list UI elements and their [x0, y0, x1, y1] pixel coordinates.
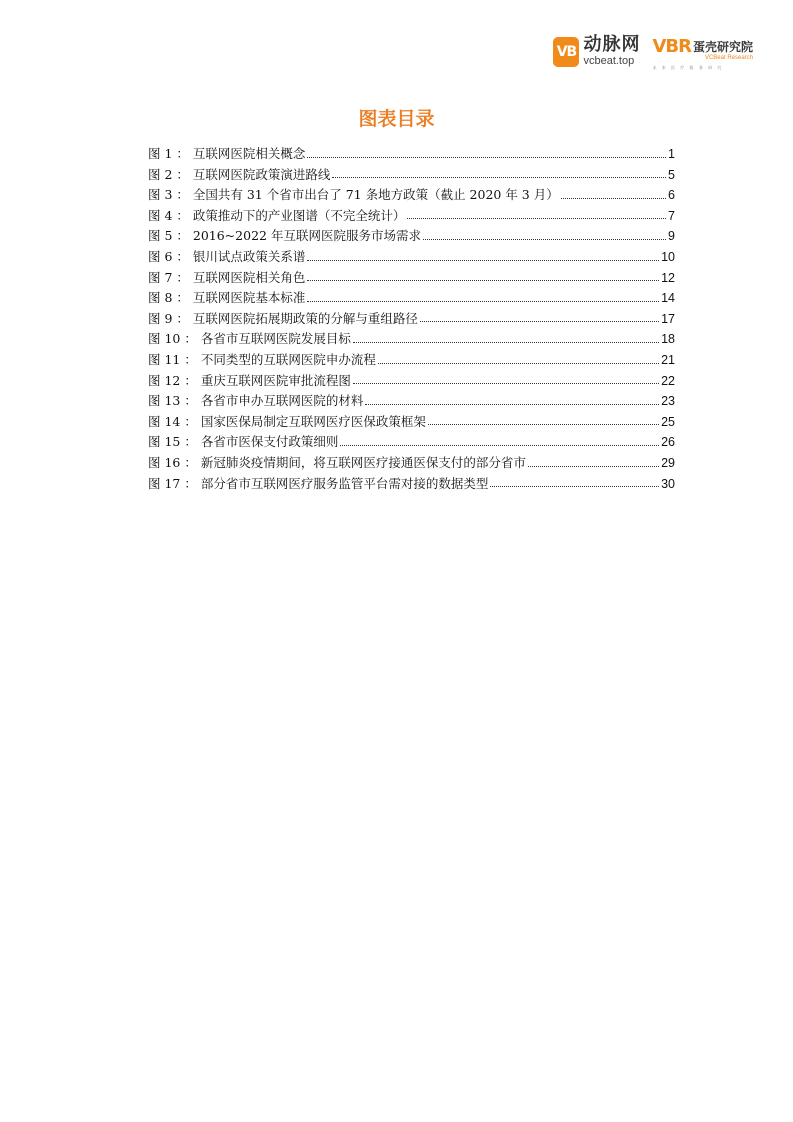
toc-entry-label[interactable]: 图 16 ： 新冠肺炎疫情期间，将互联网医疗接通医保支付的部分省市	[148, 455, 526, 470]
toc-entry-page[interactable]: 6	[668, 188, 675, 203]
toc-entry-page[interactable]: 14	[661, 291, 675, 306]
dot-leader	[353, 342, 659, 343]
dot-leader	[307, 280, 659, 281]
toc-entry-page[interactable]: 29	[661, 456, 675, 470]
dot-leader	[365, 404, 659, 405]
vcbeat-logo	[553, 36, 640, 67]
dot-leader	[353, 383, 659, 384]
dot-leader	[490, 486, 659, 487]
toc-entry-label[interactable]: 图 4 ： 政策推动下的产业图谱（不完全统计）	[148, 207, 406, 223]
dot-leader	[561, 198, 666, 199]
toc-entry-page[interactable]: 10	[661, 250, 675, 265]
toc-entry-label[interactable]: 图 3 ： 全国共有 31 个省市出台了 71 条地方政策（截止 2020 年 3 月）	[148, 187, 559, 203]
vb-logo-icon: VB	[553, 37, 579, 67]
toc-entry-label[interactable]: 图 9 ： 互联网医院拓展期政策的分解与重组路径	[148, 310, 418, 326]
dot-leader	[428, 424, 659, 425]
toc-entry-label[interactable]: 图 11 ： 不同类型的互联网医院申办流程	[148, 352, 376, 368]
toc-entry[interactable]	[148, 140, 675, 161]
toc-entry-page[interactable]: 9	[668, 229, 675, 244]
brand-url: vcbeat.top	[583, 55, 635, 67]
toc-entry[interactable]	[148, 367, 675, 388]
toc-entry-page[interactable]: 18	[661, 332, 675, 347]
toc-entry-page[interactable]: 21	[661, 353, 675, 368]
toc-entry[interactable]	[148, 408, 675, 429]
toc-title: 图表目录	[358, 108, 435, 130]
toc-entry[interactable]	[148, 387, 675, 408]
toc-entry-page[interactable]: 5	[668, 167, 675, 182]
toc-entry[interactable]	[148, 305, 675, 326]
toc-entry-page[interactable]: 17	[661, 311, 675, 326]
brand-name: 动脉网	[583, 34, 641, 55]
toc-entry-page[interactable]: 1	[668, 147, 675, 162]
toc-entry[interactable]	[148, 346, 675, 367]
toc-entry-label[interactable]: 图 5 ： 2016~2022 年互联网医院服务市场需求	[148, 228, 421, 244]
dot-leader	[340, 445, 659, 446]
research-english-name: VCBeat Research	[704, 55, 753, 61]
toc-entry-label[interactable]: 图 15 ： 各省市医保支付政策细则	[148, 434, 339, 450]
toc-entry-page[interactable]: 30	[661, 476, 675, 491]
toc-entry[interactable]	[148, 161, 675, 182]
toc-entry-label[interactable]: 图 6 ： 银川试点政策关系谱	[148, 249, 306, 265]
toc-entry[interactable]	[148, 181, 675, 202]
dot-leader	[307, 157, 666, 158]
dot-leader	[307, 301, 659, 302]
header-logos	[553, 36, 753, 70]
toc-entry-page[interactable]: 7	[668, 208, 675, 223]
research-tagline: 未 来 医 疗 服 务 研 究	[652, 65, 724, 70]
toc-entry-page[interactable]: 26	[661, 435, 675, 450]
toc-entry-label[interactable]: 图 7 ： 互联网医院相关角色	[148, 269, 306, 285]
dot-leader	[420, 321, 659, 322]
research-name: 蛋壳研究院	[692, 40, 753, 54]
toc-entry[interactable]	[148, 222, 675, 243]
toc-entry[interactable]	[148, 470, 675, 491]
toc-entry-label[interactable]: 图 17 ： 部分省市互联网医疗服务监管平台需对接的数据类型	[148, 475, 489, 491]
toc-entry[interactable]	[148, 325, 675, 346]
dot-leader	[407, 218, 666, 219]
toc-entry-page[interactable]: 22	[661, 373, 675, 388]
toc-entry-label[interactable]: 图 2 ： 互联网医院政策演进路线	[148, 166, 331, 182]
toc-entry[interactable]	[148, 264, 675, 285]
toc-entry-label[interactable]: 图 13 ： 各省市申办互联网医院的材料	[148, 393, 364, 409]
toc-entry-label[interactable]: 图 14 ： 国家医保局制定互联网医疗医保政策框架	[148, 413, 426, 429]
toc-entry[interactable]	[148, 449, 675, 470]
toc-entry-page[interactable]: 25	[661, 414, 675, 429]
toc-entry[interactable]	[148, 428, 675, 449]
dot-leader	[528, 466, 659, 467]
toc-entry[interactable]	[148, 202, 675, 223]
toc-entry-label[interactable]: 图 10 ： 各省市互联网医院发展目标	[148, 331, 351, 347]
dot-leader	[423, 239, 666, 240]
vcbeat-research-logo	[652, 36, 753, 71]
toc-entry-label[interactable]: 图 8 ： 互联网医院基本标准	[148, 290, 306, 306]
dot-leader	[307, 260, 659, 261]
figure-list	[148, 140, 675, 490]
toc-entry-page[interactable]: 12	[661, 270, 675, 285]
toc-entry-label[interactable]: 图 1 ： 互联网医院相关概念	[148, 146, 306, 162]
dot-leader	[332, 177, 666, 178]
dot-leader	[378, 363, 659, 364]
toc-entry-page[interactable]: 23	[661, 394, 675, 409]
toc-entry-label[interactable]: 图 12 ： 重庆互联网医院审批流程图	[148, 372, 351, 388]
toc-entry[interactable]	[148, 284, 675, 305]
toc-entry[interactable]	[148, 243, 675, 264]
vbr-logo-icon: VBR	[652, 36, 691, 57]
